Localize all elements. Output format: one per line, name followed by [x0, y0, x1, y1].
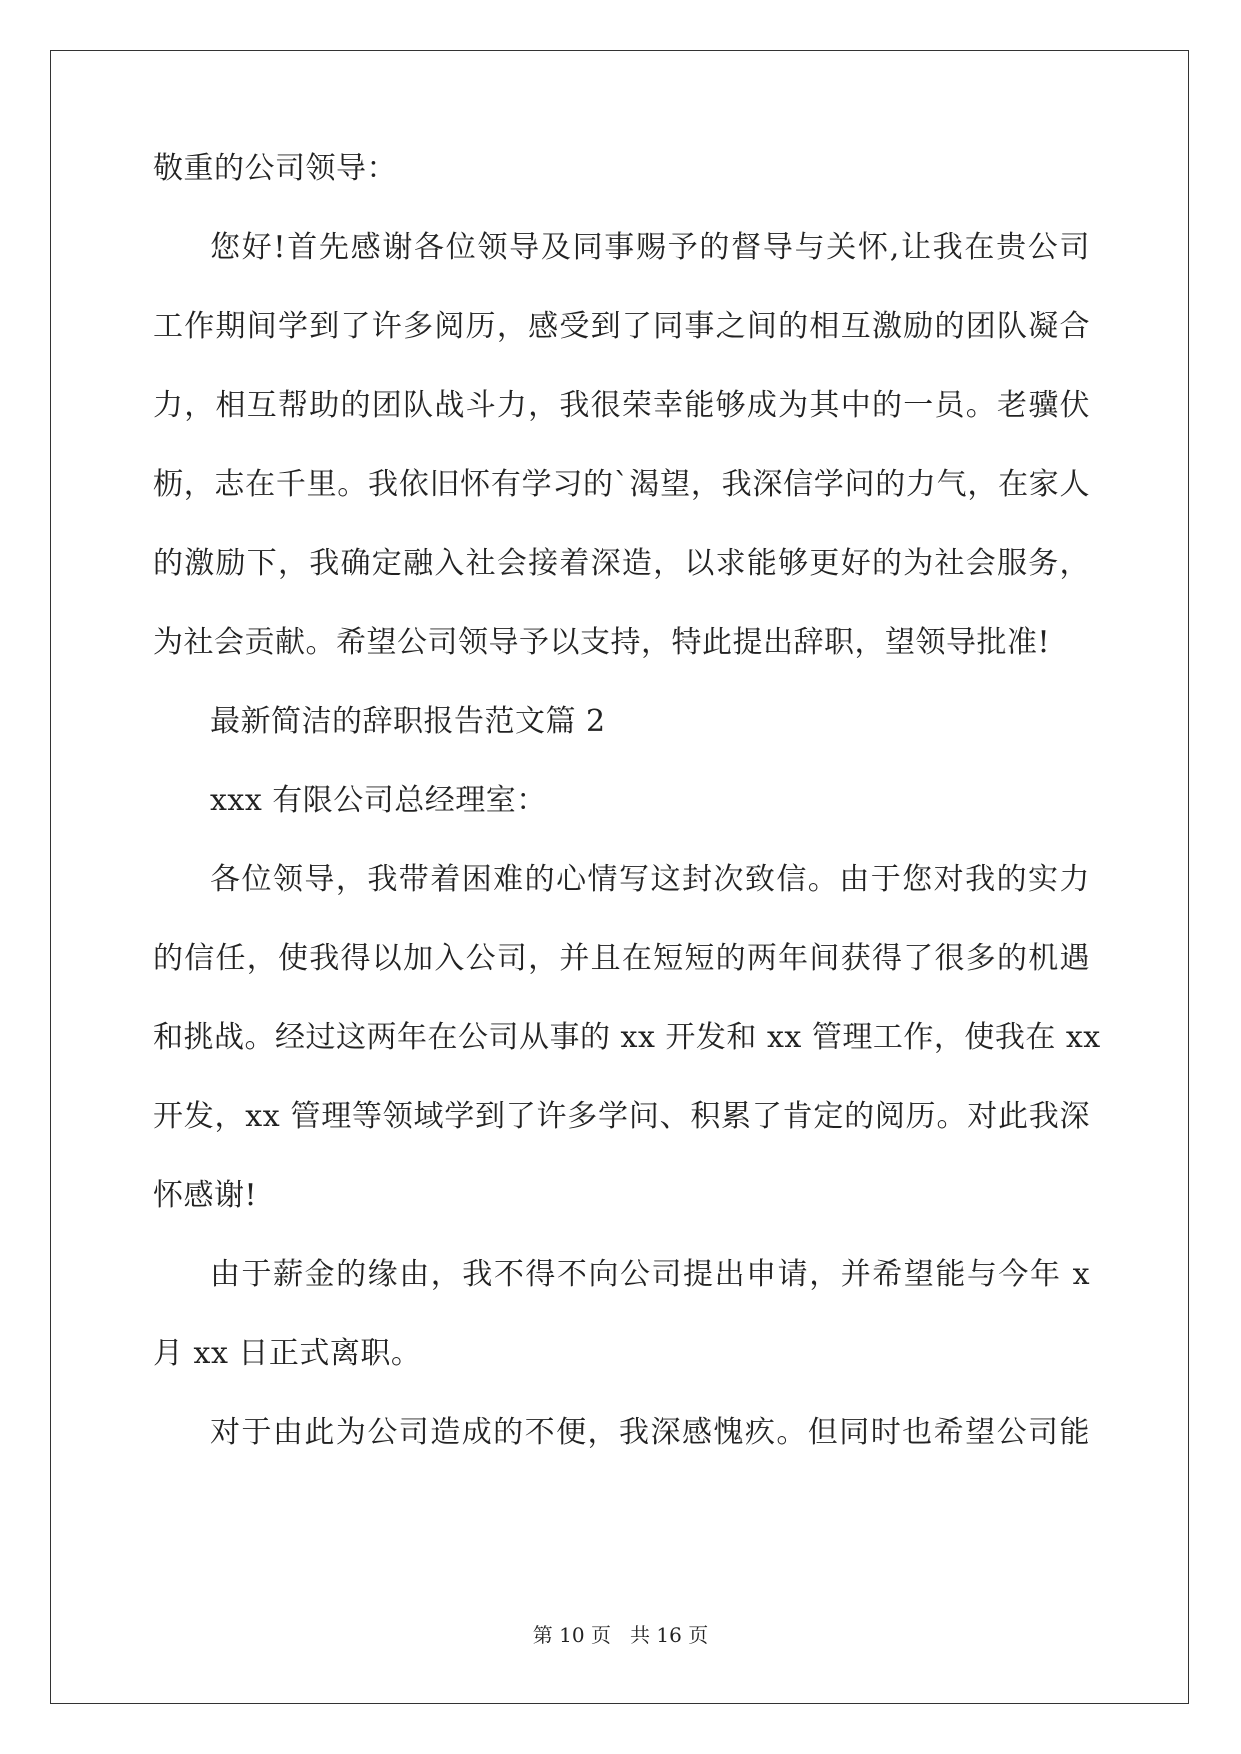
paragraph-line: 的激励下，我确定融入社会接着深造，以求能够更好的为社会服务， — [153, 546, 1090, 581]
paragraph-line: 您好!首先感谢各位领导及同事赐予的督导与关怀,让我在贵公司 — [210, 230, 1090, 265]
paragraph-line: 月 xx 日正式离职。 — [153, 1336, 422, 1371]
salutation: 敬重的公司领导： — [153, 151, 397, 186]
paragraph-line: 由于薪金的缘由，我不得不向公司提出申请，并希望能与今年 x — [210, 1257, 1090, 1292]
paragraph-line: 为社会贡献。希望公司领导予以支持，特此提出辞职，望领导批准! — [153, 625, 1051, 660]
page-footer — [0, 1623, 1241, 1647]
page-number: 第 10 页 — [532, 1623, 611, 1647]
paragraph-line: 的信任，使我得以加入公司，并且在短短的两年间获得了很多的机遇 — [153, 941, 1090, 976]
paragraph-line: 各位领导，我带着困难的心情写这封次致信。由于您对我的实力 — [210, 862, 1090, 897]
paragraph-line: 对于由此为公司造成的不便，我深感愧疚。但同时也希望公司能 — [210, 1415, 1090, 1450]
paragraph-line: 开发，xx 管理等领域学到了许多学问、积累了肯定的阅历。对此我深 — [153, 1099, 1090, 1134]
paragraph-line: 工作期间学到了许多阅历，感受到了同事之间的相互激励的团队凝合 — [153, 309, 1090, 344]
paragraph-line: 和挑战。经过这两年在公司从事的 xx 开发和 xx 管理工作，使我在 xx — [153, 1020, 1101, 1055]
paragraph-line: 枥，志在千里。我依旧怀有学习的`渴望，我深信学问的力气，在家人 — [153, 467, 1090, 502]
recipient: xxx 有限公司总经理室： — [210, 783, 547, 818]
paragraph-line: 力，相互帮助的团队战斗力，我很荣幸能够成为其中的一员。老骥伏 — [153, 388, 1090, 423]
section-title: 最新简洁的辞职报告范文篇 2 — [210, 704, 606, 739]
paragraph-line: 怀感谢! — [153, 1178, 258, 1213]
page-total: 共 16 页 — [630, 1623, 709, 1647]
